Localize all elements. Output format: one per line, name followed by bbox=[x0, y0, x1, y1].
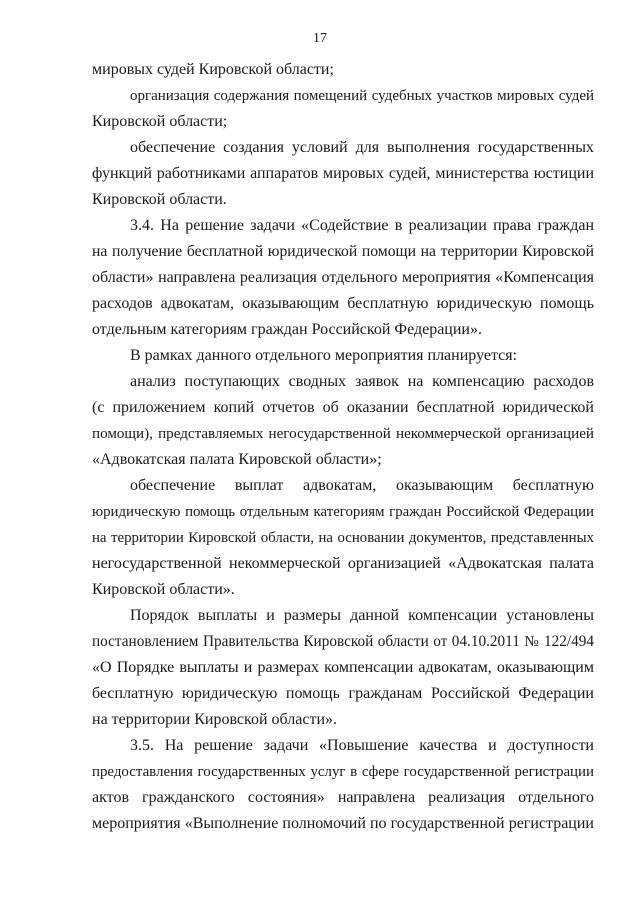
text-line: актов гражданского состояния» направлена реализация отдельного bbox=[92, 789, 594, 806]
document-body bbox=[92, 57, 594, 837]
text-line: Кировской области; bbox=[92, 113, 228, 130]
text-line: функций работниками аппаратов мировых судей, министерства юстиции bbox=[92, 165, 594, 182]
section-3-4-heading-line: 3.4. На решение задачи «Содействие в реализации права граждан bbox=[130, 217, 594, 234]
text-line: на территории Кировской области». bbox=[92, 711, 338, 728]
text-line: области» направлена реализация отдельного мероприятия «Компенсация bbox=[92, 269, 594, 286]
text-line: организация содержания помещений судебных участков мировых судей bbox=[130, 88, 594, 104]
text-line: бесплатную юридическую помощь гражданам Российской Федерации bbox=[92, 685, 594, 702]
page-number: 17 bbox=[313, 31, 327, 46]
text-line: мировых судей Кировской области; bbox=[92, 61, 334, 78]
text-line: расходов адвокатам, оказывающим бесплатную юридическую помощь bbox=[92, 295, 594, 312]
text-line: постановлением Правительства Кировской области от 04.10.2011 № 122/494 bbox=[92, 633, 594, 650]
text-line: обеспечение создания условий для выполнения государственных bbox=[130, 139, 594, 156]
text-line: Порядок выплаты и размеры данной компенсации установлены bbox=[130, 607, 594, 624]
section-3-5-heading-line: 3.5. На решение задачи «Повышение качества и доступности bbox=[130, 737, 594, 754]
text-line: «Адвокатская палата Кировской области»; bbox=[92, 451, 382, 468]
text-line: помощи), представляемых негосударственной некоммерческой организацией bbox=[92, 426, 594, 442]
text-line: обеспечение выплат адвокатам, оказывающим бесплатную bbox=[130, 477, 594, 494]
text-line: мероприятия «Выполнение полномочий по государственной регистрации bbox=[92, 815, 594, 832]
text-line: на получение бесплатной юридической помощи на территории Кировской bbox=[92, 243, 594, 260]
text-line: анализ поступающих сводных заявок на компенсацию расходов bbox=[130, 373, 594, 390]
text-line: негосударственной некоммерческой организацией «Адвокатская палата bbox=[92, 555, 594, 572]
text-line: на территории Кировской области, на основании документов, представленных bbox=[92, 530, 594, 546]
text-line: предоставления государственных услуг в сфере государственной регистрации bbox=[92, 764, 594, 780]
text-line: В рамках данного отдельного мероприятия планируется: bbox=[130, 347, 518, 364]
text-line: юридическую помощь отдельным категориям граждан Российской Федерации bbox=[92, 504, 594, 520]
text-line: (с приложением копий отчетов об оказании бесплатной юридической bbox=[92, 399, 594, 416]
text-line: Кировской области». bbox=[92, 581, 235, 598]
text-line: Кировской области. bbox=[92, 191, 227, 208]
text-line: отдельным категориям граждан Российской Федерации». bbox=[92, 321, 482, 338]
text-line: «О Порядке выплаты и размерах компенсации адвокатам, оказывающим bbox=[92, 659, 594, 676]
